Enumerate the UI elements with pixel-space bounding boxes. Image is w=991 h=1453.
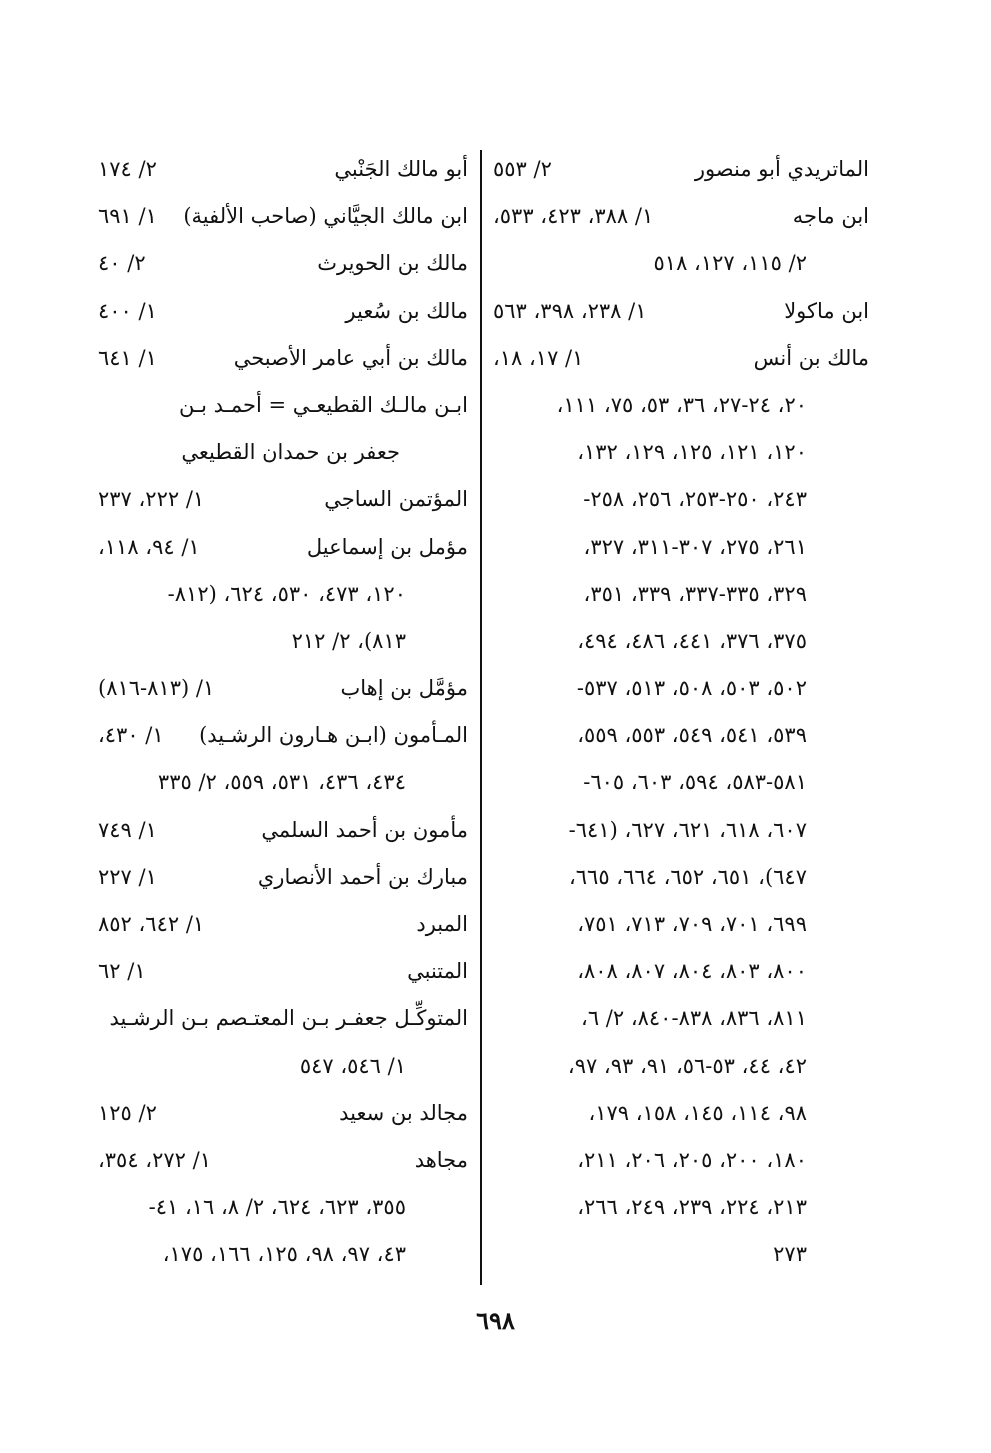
index-entry: [98, 1090, 468, 1137]
index-continuation: ٤٢، ٤٤، ٥٣-٥٦، ٩١، ٩٣، ٩٧،: [567, 1053, 807, 1078]
entry-name: مجاهد: [414, 1147, 468, 1172]
index-continuation: ٦٩٩، ٧٠١، ٧٠٩، ٧١٣، ٧٥١،: [577, 912, 807, 936]
index-continuation: ٢١٣، ٢٢٤، ٢٣٩، ٢٤٩، ٢٦٦،: [577, 1195, 807, 1220]
index-entry: [98, 807, 468, 854]
entry-ref: ١/ ٩٤، ١١٨،: [98, 534, 200, 559]
entry-ref: ١/ ٢٧٢، ٣٥٤،: [98, 1147, 211, 1172]
right-index-column: [493, 146, 869, 1279]
entry-ref: ١/ ٦٩١: [98, 204, 157, 229]
index-continuation: ٤٣٤، ٤٣٦، ٥٣١، ٥٥٩، ٢/ ٣٣٥: [157, 770, 406, 795]
entry-name: المبرد: [416, 912, 468, 936]
index-continuation: ٤٣، ٩٧، ٩٨، ١٢٥، ١٦٦، ١٧٥،: [162, 1242, 406, 1267]
index-entry: [98, 193, 468, 240]
index-continuation: ٢/ ١١٥، ١٢٧، ٥١٨: [653, 251, 807, 276]
entry-name: المتوكِّـل جعفـر بـن المعتـصم بـن الرشـيد: [109, 1006, 468, 1031]
entry-ref: ١/ ٢٢٧: [98, 864, 157, 889]
entry-name: ابن ماجه: [792, 204, 869, 229]
entry-name: مجالد بن سعيد: [339, 1100, 468, 1125]
index-continuation: ٥٣٩، ٥٤١، ٥٤٩، ٥٥٣، ٥٥٩،: [577, 723, 807, 748]
index-continuation: ٥٨١-٥٨٣، ٥٩٤، ٦٠٣، ٦٠٥-: [583, 770, 807, 795]
index-entry: [98, 948, 468, 995]
entry-name: أبو مالك الجَنْبي: [334, 157, 468, 181]
entry-name: المؤتمن الساجي: [324, 487, 468, 512]
index-continuation: ٣٧٥، ٣٧٦، ٤٤١، ٤٨٦، ٤٩٤،: [577, 628, 807, 653]
entry-ref: ١/ ٤٠٠: [98, 298, 157, 323]
entry-name: المـأمون (ابـن هـارون الرشـيد): [199, 723, 468, 748]
entry-name: ابـن مالـك القطيعـي = أحمـد بـن: [178, 392, 468, 417]
index-entry: [98, 382, 468, 429]
page-number: ٦٩٨: [476, 1306, 515, 1335]
entry-name: ابن ماكولا: [784, 298, 869, 323]
left-index-column: [98, 146, 468, 1279]
index-entry: [98, 146, 468, 193]
entry-name: مالك بن أبي عامر الأصبحي: [233, 345, 468, 370]
entry-ref: ٢/ ٥٥٣: [493, 157, 552, 181]
index-entry: [98, 476, 468, 523]
index-continuation: ٦٤٧)، ٦٥١، ٦٥٢، ٦٦٤، ٦٦٥،: [568, 864, 807, 889]
index-continuation: جعفر بن حمدان القطيعي: [181, 440, 400, 465]
index-entry: [98, 995, 468, 1042]
index-continuation: ٥٠٢، ٥٠٣، ٥٠٨، ٥١٣، ٥٣٧-: [576, 676, 807, 701]
entry-ref: ١/ ٢٣٨، ٣٩٨، ٥٦٣: [493, 298, 647, 323]
index-continuation: ١٨٠، ٢٠٠، ٢٠٥، ٢٠٦، ٢١١،: [577, 1147, 807, 1172]
index-continuation: ٨١٣)، ٢/ ٢١٢: [291, 628, 406, 653]
index-continuation: ٩٨، ١١٤، ١٤٥، ١٥٨، ١٧٩،: [588, 1100, 807, 1125]
entry-name: مبارك بن أحمد الأنصاري: [257, 864, 468, 889]
index-continuation: ١٢٠، ١٢١، ١٢٥، ١٢٩، ١٣٢،: [577, 440, 807, 465]
index-continuation: ٦٠٧، ٦١٨، ٦٢١، ٦٢٧، (٦٤١-: [568, 817, 807, 842]
index-entry: [98, 665, 468, 712]
index-entry: [98, 288, 468, 335]
index-continuation: ١/ ٥٤٦، ٥٤٧: [299, 1053, 406, 1078]
entry-name: مؤمَّل بن إهاب: [340, 676, 468, 701]
index-entry: [98, 524, 468, 571]
index-continuation: ١٢٠، ٤٧٣، ٥٣٠، ٦٢٤، (٨١٢-: [167, 581, 406, 606]
entry-ref: ١/ ٣٨٨، ٤٢٣، ٥٣٣،: [493, 204, 654, 229]
index-continuation: ٢٠، ٢٤-٢٧، ٣٦، ٥٣، ٧٥، ١١١،: [556, 392, 807, 417]
entry-name: الماتريدي أبو منصور: [694, 157, 869, 181]
index-entry: [493, 288, 869, 335]
index-entry: [493, 146, 869, 193]
index-entry: [98, 240, 468, 287]
entry-ref: ١/ ٦٤٢، ٨٥٢: [98, 912, 205, 936]
index-entry: [98, 335, 468, 382]
index-continuation: ٨٠٠، ٨٠٣، ٨٠٤، ٨٠٧، ٨٠٨،: [577, 959, 807, 984]
entry-ref: ١/ ٦٤١: [98, 345, 157, 370]
index-continuation: ٣٥٥، ٦٢٣، ٦٢٤، ٢/ ٨، ١٦، ٤١-: [148, 1195, 406, 1220]
entry-name: مالك بن الحويرث: [317, 251, 468, 276]
index-entry: [98, 1137, 468, 1184]
entry-ref: ١/ ٧٤٩: [98, 817, 157, 842]
index-entry: [493, 193, 869, 240]
index-continuation: ٢٤٣، ٢٥٠-٢٥٣، ٢٥٦، ٢٥٨-: [583, 487, 807, 512]
entry-ref: ١/ ٦٢: [98, 959, 146, 984]
entry-ref: ٢/ ١٢٥: [98, 1100, 157, 1125]
index-entry: [98, 712, 468, 759]
entry-ref: ١/ ٤٣٠،: [98, 723, 164, 748]
entry-ref: ١/ (٨١٣-٨١٦): [98, 676, 215, 701]
entry-name: مؤمل بن إسماعيل: [306, 534, 468, 559]
index-continuation: ٣٢٩، ٣٣٥-٣٣٧، ٣٣٩، ٣٥١،: [583, 581, 807, 606]
entry-name: ابن مالك الجيَّاني (صاحب الألفية): [183, 204, 468, 229]
entry-name: مالك بن سُعير: [345, 298, 468, 323]
entry-ref: ٢/ ٤٠: [98, 251, 146, 276]
entry-name: المتنبي: [407, 959, 468, 984]
index-entry: [98, 901, 468, 948]
entry-ref: ٢/ ١٧٤: [98, 157, 157, 181]
index-continuation: ٢٦١، ٢٧٥، ٣٠٧-٣١١، ٣٢٧،: [583, 534, 807, 559]
index-continuation: ٢٧٣: [773, 1242, 807, 1267]
index-entry: [493, 335, 869, 382]
index-continuation: ٨١١، ٨٣٦، ٨٣٨-٨٤٠، ٢/ ٦،: [581, 1006, 807, 1031]
entry-ref: ١/ ١٧، ١٨،: [493, 345, 584, 370]
entry-name: مأمون بن أحمد السلمي: [261, 817, 468, 842]
index-entry: [98, 854, 468, 901]
column-divider: [480, 150, 482, 1285]
entry-name: مالك بن أنس: [753, 345, 869, 370]
entry-ref: ١/ ٢٢٢، ٢٣٧: [98, 487, 205, 512]
